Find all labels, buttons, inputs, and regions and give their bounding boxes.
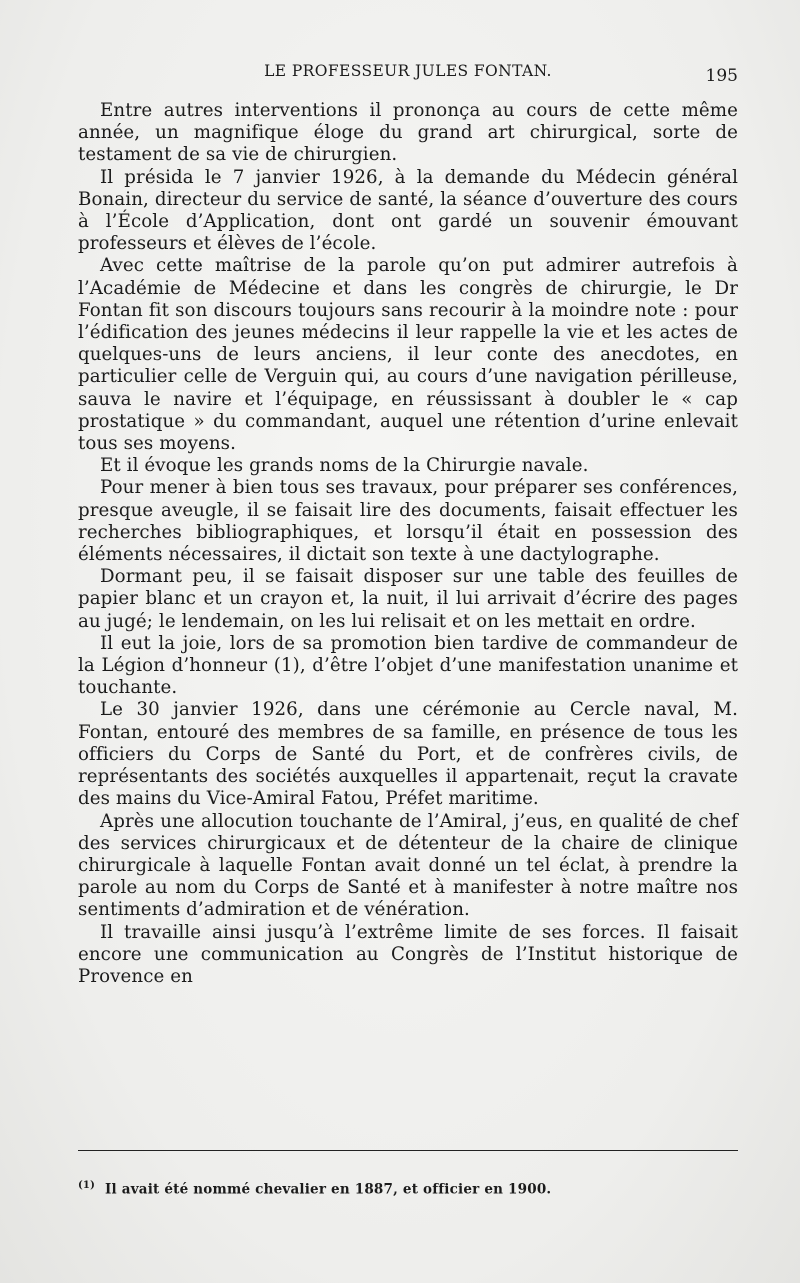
paragraph-6: Dormant peu, il se faisait disposer sur une table des feuilles de papier blanc et un crayon et, la nuit, il lui arrivait d’écrire des pages au jugé; le lendemain, on les lui relisait et on les mettait en ordre.: [78, 566, 738, 632]
paragraph-5: Pour mener à bien tous ses travaux, pour préparer ses conférences, presque aveugle, il se faisait lire des documents, faisait effectuer les recherches bibliographiques, et lorsqu’il était en possession des éléments nécessaires, il dictait son texte à une dactylographe.: [78, 477, 738, 566]
paragraph-4: Et il évoque les grands noms de la Chirurgie navale.: [100, 455, 589, 477]
paragraph-10: Il travaille ainsi jusqu’à l’extrême limite de ses forces. Il faisait encore une communication au Congrès de l’Institut historique de Provence en: [78, 921, 738, 987]
page-number: 195: [705, 66, 738, 86]
body-text: [78, 100, 738, 988]
running-title: LE PROFESSEUR JULES FONTAN.: [264, 62, 552, 80]
footnote-text: Il avait été nommé chevalier en 1887, et officier en 1900.: [105, 1181, 552, 1198]
paragraph-9: Après une allocution touchante de l’Amiral, j’eus, en qualité de chef des services chirurgicaux et de détenteur de la chaire de clinique chirurgicale à laquelle Fontan avait donné un tel éclat, à prendre la parole au nom du Corps de Santé et à manifester à notre maître nos sentiments d’admiration et de vénération.: [78, 810, 738, 921]
paragraph-1: Entre autres interventions il prononça au cours de cette même année, un magnifique éloge du grand art chirurgical, sorte de testament de sa vie de chirurgien.: [78, 100, 738, 166]
footnote-rule: [78, 1150, 738, 1151]
footnote-marker: (1): [78, 1180, 96, 1191]
paragraph-2: Il présida le 7 janvier 1926, à la demande du Médecin général Bonain, directeur du service de santé, la séance d’ouverture des cours à l’École d’Application, dont ont gardé un souvenir émouvant professeurs et élèves de l’école.: [78, 166, 738, 255]
paragraph-7: Il eut la joie, lors de sa promotion bien tardive de commandeur de la Légion d’honneur (1), d’être l’objet d’une manifestation unanime et touchante.: [78, 632, 738, 699]
paragraph-3: Avec cette maîtrise de la parole qu’on put admirer autrefois à l’Académie de Médecine et dans les congrès de chirurgie, le Dr Fontan fit son discours toujours sans recourir à la moindre note : pour l’édification des jeunes médecins il leur rappelle la vie et les actes de quelques-uns de leurs anciens, il leur conte des anecdotes, en particulier celle de Verguin qui, au cours d’une navigation périlleuse, sauva le navire et l’équipage, en réussissant à doubler le « cap prostatique » du commandant, auquel une rétention d’urine enlevait tous ses moyens.: [78, 255, 738, 455]
footnote: [78, 1180, 738, 1198]
running-head: [78, 62, 738, 88]
paragraph-8: Le 30 janvier 1926, dans une cérémonie au Cercle naval, M. Fontan, entouré des membres de sa famille, en présence de tous les officiers du Corps de Santé du Port, et de confrères civils, de représentants des sociétés auxquelles il appartenait, reçut la cravate des mains du Vice-Amiral Fatou, Préfet maritime.: [78, 699, 738, 810]
